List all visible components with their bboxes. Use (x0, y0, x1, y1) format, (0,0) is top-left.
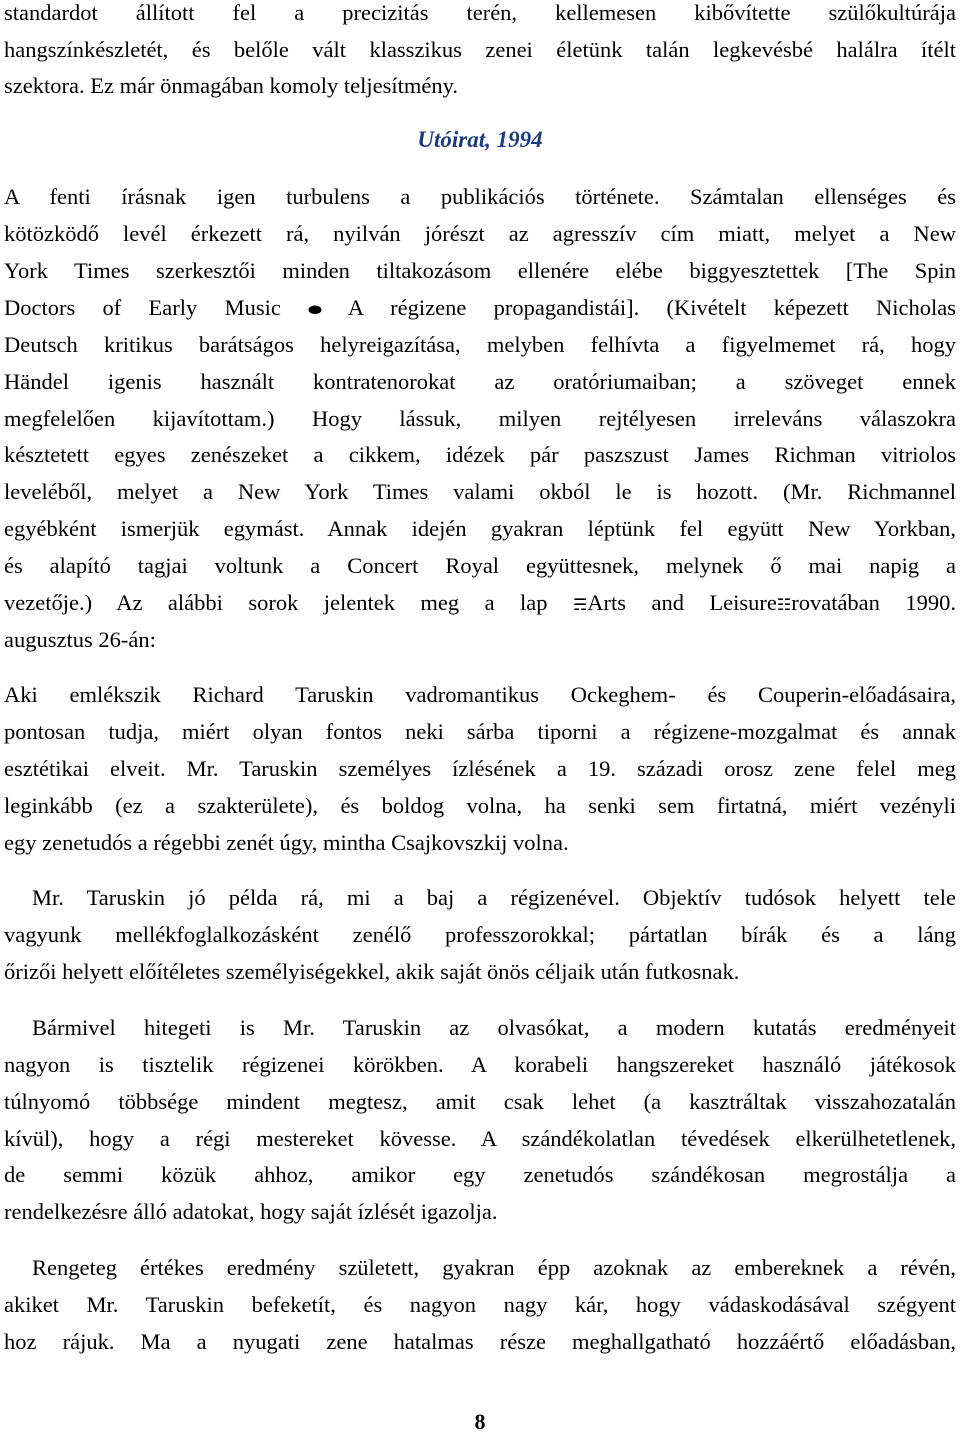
p4-line-1: Bármivel hitegeti is Mr. Taruskin az olvasókat, a modern kutatás eredményeit (32, 1015, 956, 1040)
p1-line-9: leveléből, melyet a New York Times valami okból le is hozott. (Mr. Richmannel (4, 479, 956, 504)
p1-line-10: egyébként ismerjük egymást. Annak idején gyakran léptünk fel együtt New Yorkban, (4, 516, 956, 541)
p1-line-12-column-name: Arts and Leisure (587, 590, 777, 615)
p1-line-1: A fenti írásnak igen turbulens a publikációs története. Számtalan ellenséges és (4, 184, 956, 209)
p1-line-8: késztetett egyes zenészeket a cikkem, idézek pár paszszust James Richman vitriolos (4, 442, 956, 467)
p1-line-4-end: A régizene propagandistái]. (Kivételt képezett Nicholas (347, 295, 957, 320)
dash-symbol-icon: ⬬ (308, 300, 322, 319)
p1-line-4 (4, 295, 956, 321)
p1-line-12-start: vezetője.) Az alábbi sorok jelentek meg a lap (4, 590, 548, 615)
p4-line-3: túlnyomó többsége mindent megtesz, amit csak lehet (a kasztráltak visszahozatalán (4, 1089, 956, 1114)
p1-line-2: kötözködő levél érkezett rá, nyilván jórészt az agresszív cím miatt, melyet a New (4, 221, 956, 246)
p1-line-4-start: Doctors of Early Music (4, 295, 281, 320)
p2-line-2: pontosan tudja, miért olyan fontos neki sárba tiporni a régizene-mozgalmat és annak (4, 719, 956, 744)
p1-line-7: megfelelően kijavítottam.) Hogy lássuk, milyen rejtélyesen irreleváns válaszokra (4, 406, 956, 431)
p3-line-3: őrizői helyett előítéletes személyiségekkel, akik saját önös céljaik után futkosnak. (4, 959, 740, 984)
p1-line-13: augusztus 26-án: (4, 627, 156, 652)
p2-line-1: Aki emlékszik Richard Taruskin vadromantikus Ockeghem- és Couperin-előadásaira, (4, 682, 956, 707)
p2-line-3: esztétikai elveit. Mr. Taruskin személyes ízlésének a 19. századi orosz zene felel meg (4, 756, 956, 781)
p5-line-3: hoz rájuk. Ma a nyugati zene hatalmas része meghallgatható hozzáértő előadásban, (4, 1329, 956, 1354)
page-number: 8 (474, 1409, 486, 1434)
p1-line-12-end: rovatában 1990. (791, 590, 956, 615)
p1-line-11: és alapító tagjai voltunk a Concert Royal együttesnek, melynek ő mai napig a (4, 553, 956, 578)
p4-line-5: de semmi közük ahhoz, amikor egy zenetudós szándékosan megrostálja a (4, 1162, 956, 1187)
intro-line-2: hangszínkészletét, és belőle vált klasszikus zenei életünk talán legkevésbé halálra ítélt (4, 37, 956, 62)
p1-line-12 (4, 590, 956, 616)
close-quote-symbol-icon: ☷ (776, 595, 792, 614)
p1-line-6: Händel igenis használt kontratenorokat az oratóriumaiban; a szöveget ennek (4, 369, 956, 394)
p5-line-1: Rengeteg értékes eredmény született, gyakran épp azoknak az embereknek a révén, (32, 1255, 956, 1280)
p3-line-1: Mr. Taruskin jó példa rá, mi a baj a régizenével. Objektív tudósok helyett tele (32, 885, 956, 910)
p1-line-5: Deutsch kritikus barátságos helyreigazítása, melyben felhívta a figyelmemet rá, hogy (4, 332, 956, 357)
p5-line-2: akiket Mr. Taruskin befeketít, és nagyon nagy kár, hogy vádaskodásával szégyent (4, 1292, 956, 1317)
p4-line-6: rendelkezésre álló adatokat, hogy saját ízlését igazolja. (4, 1199, 498, 1224)
p2-line-5: egy zenetudós a régebbi zenét úgy, mintha Csajkovszkij volna. (4, 830, 569, 855)
intro-line-3: szektora. Ez már önmagában komoly teljesítmény. (4, 73, 459, 98)
p1-line-3: York Times szerkesztői minden tiltakozásom ellenére elébe biggyesztettek [The Spin (4, 258, 956, 283)
open-quote-symbol-icon: ☴ (572, 595, 588, 614)
section-heading: Utóirat, 1994 (417, 127, 543, 152)
intro-line-1: standardot állított fel a precizitás terén, kellemesen kibővítette szülőkultúrája (4, 0, 956, 25)
p2-line-4: leginkább (ez a szakterülete), és boldog volna, ha senki sem firtatná, miért vezényli (4, 793, 956, 818)
p3-line-2: vagyunk mellékfoglalkozásként zenélő professzorokkal; pártatlan bírák és a láng (4, 922, 956, 947)
p4-line-2: nagyon is tisztelik régizenei körökben. A korabeli hangszereket használó játékosok (4, 1052, 956, 1077)
p4-line-4: kívül), hogy a régi mestereket kövesse. A szándékolatlan tévedések elkerülhetetlenek, (4, 1126, 956, 1151)
